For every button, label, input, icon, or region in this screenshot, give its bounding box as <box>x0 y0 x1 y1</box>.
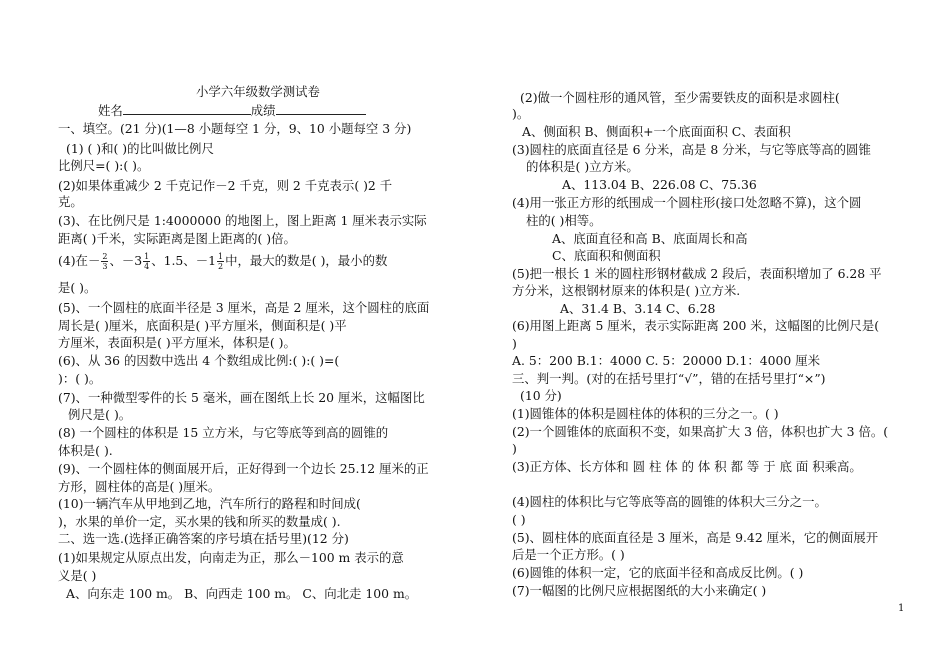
q9-line-b: 方形，圆柱体的高是( )厘米。 <box>58 479 221 494</box>
c5-line-b: 方分米，这根钢材原来的体积是( )立方米. <box>512 283 741 298</box>
section3-heading: 三、判一判。(对的在括号里打“√”，错的在括号里打“×”) <box>512 371 826 386</box>
q1-line-b: 比例尺=( ):( )。 <box>58 158 150 173</box>
q6-line-b: )：( )。 <box>58 371 102 386</box>
score-label: 成绩 <box>250 103 276 118</box>
j7-line: (7)一幅图的比例尺应根据图纸的大小来确定( ) <box>512 583 767 598</box>
fraction-denominator: 3 <box>102 262 108 271</box>
fraction-1-2 <box>217 252 224 271</box>
q4-prefix: (4)在－ <box>58 253 101 268</box>
name-label: 姓名 <box>98 103 123 118</box>
c1-line-a: (1)如果规定从原点出发，向南走为正，那么－100 m 表示的意 <box>58 550 404 565</box>
c5-options: A、31.4 B、3.14 C、6.28 <box>560 301 716 316</box>
q10-line-a: (10)一辆汽车从甲地到乙地，汽车所行的路程和时间成( <box>58 496 361 511</box>
q4-mid-1: 、－3 <box>109 253 143 268</box>
name-score-line <box>98 102 366 120</box>
q5-line-b: 周长是( )厘米，底面积是( )平方厘米，侧面积是( )平 <box>58 318 347 333</box>
j4-line-b: ( ) <box>512 512 526 527</box>
c3-line-b: 的体积是( )立方米。 <box>526 159 639 174</box>
q3-line-b: 距离( )千米，实际距离是图上距离的( )倍。 <box>58 231 296 246</box>
q9-line-a: (9)、一个圆柱体的侧面展开后，正好得到一个边长 25.12 厘米的正 <box>58 461 429 476</box>
j4-line-a: (4)圆柱的体积比与它等底等高的圆锥的体积大三分之一。 <box>512 494 827 509</box>
c1-options: A、向东走 100 m。 B、向西走 100 m。 C、向北走 100 m。 <box>66 586 418 601</box>
j6-line: (6)圆锥的体积一定，它的底面半径和高成反比例。( ) <box>512 565 804 580</box>
q2-line-a: (2)如果体重减少 2 千克记作－2 千克，则 2 千克表示( )2 千 <box>58 178 393 193</box>
q8-line-a: (8) 一个圆柱的体积是 15 立方米，与它等底等到高的圆锥的 <box>58 425 389 440</box>
q10-line-b: )，水果的单价一定，买水果的钱和所买的数量成( ). <box>58 514 341 529</box>
c1-line-b: 义是( ) <box>58 568 97 583</box>
q5-line-c: 方厘米，表面积是( )平方厘米，体积是( )。 <box>58 335 296 350</box>
q3-line-a: (3)、在比例尺是 1:4000000 的地图上，图上距离 1 厘米表示实际 <box>58 213 427 228</box>
q7-line-b: 例尺是( )。 <box>68 407 132 422</box>
q8-line-b: 体积是( ). <box>58 443 113 458</box>
c5-line-a: (5)把一根长 1 米的圆柱形钢材截成 2 段后，表面积增加了 6.28 平 <box>512 266 882 281</box>
j3-line: (3)正方体、长方体和 圆 柱 体 的 体 积 都 等 于 底 面 积乘高。 <box>512 459 862 474</box>
q1-line-a: (1) ( )和( )的比叫做比例尺 <box>66 141 214 156</box>
j2-line-a: (2)一个圆锥体的底面积不变，如果高扩大 3 倍，体积也扩大 3 倍。( <box>512 424 889 439</box>
c6-options: A. 5：200 B.1：4000 C. 5：20000 D.1：4000 厘米 <box>512 353 820 368</box>
q2-line-b: 克。 <box>58 194 83 209</box>
fraction-numerator: 1 <box>217 252 224 261</box>
c4-options-2: C、底面积和侧面积 <box>552 248 661 263</box>
score-blank[interactable] <box>276 102 366 115</box>
c4-line-a: (4)用一张正方形的纸围成一个圆柱形(接口处忽略不算)，这个圆 <box>512 195 862 210</box>
q7-line-a: (7)、一种微型零件的长 5 毫米，画在图纸上长 20 厘米，这幅图比 <box>58 390 425 405</box>
j1-line: (1)圆锥体的体积是圆柱体的体积的三分之一。( ) <box>512 406 779 421</box>
section1-heading: 一、填空。(21 分)(1—8 小题每空 1 分，9、10 小题每空 3 分) <box>58 121 412 136</box>
section3-score: (10 分) <box>520 388 562 403</box>
page-title: 小学六年级数学测试卷 <box>196 84 320 99</box>
c2-line-b: )。 <box>512 106 530 121</box>
c4-line-b: 柱的( )相等。 <box>526 213 602 228</box>
c6-line-a: (6)用图上距离 5 厘米，表示实际距离 200 米，这幅图的比例尺是( <box>512 318 880 333</box>
name-blank[interactable] <box>123 102 251 115</box>
c3-options: A、113.04 B、226.08 C、75.36 <box>562 177 757 192</box>
q5-line-a: (5)、一个圆柱的底面半径是 3 厘米，高是 2 厘米，这个圆柱的底面 <box>58 300 430 315</box>
fraction-1-4 <box>143 252 150 271</box>
c3-line-a: (3)圆柱的底面直径是 6 分米，高是 8 分米，与它等底等高的圆锥 <box>512 142 871 157</box>
c6-line-b: ) <box>512 336 517 351</box>
j5-line-b: 后是一个正方形。( ) <box>512 547 625 562</box>
q4-line-a <box>58 252 387 271</box>
section2-heading: 二、选一选.(选择正确答案的序号填在括号里)(12 分) <box>58 531 349 546</box>
fraction-denominator: 2 <box>217 262 224 271</box>
fraction-denominator: 4 <box>144 262 150 271</box>
q4-line-b: 是( )。 <box>58 280 97 295</box>
page-number: 1 <box>898 603 905 614</box>
c2-options: A、侧面积 B、侧面积+一个底面面积 C、表面积 <box>522 124 791 139</box>
q4-suffix: 中，最大的数是( )，最小的数 <box>225 253 388 268</box>
fraction-numerator: 2 <box>102 252 108 261</box>
j5-line-a: (5)、圆柱体的底面直径是 3 厘米，高是 9.42 厘米，它的侧面展开 <box>512 530 879 545</box>
q6-line-a: (6)、从 36 的因数中选出 4 个数组成比例:( ):( )=( <box>58 353 340 368</box>
fraction-2-3 <box>101 252 108 271</box>
c4-options-1: A、底面直径和高 B、底面周长和高 <box>552 231 748 246</box>
q4-mid-2: 、1.5、－1 <box>151 253 216 268</box>
fraction-numerator: 1 <box>144 252 150 261</box>
j2-line-b: ) <box>512 441 517 456</box>
c2-line-a: (2)做一个圆柱形的通风管，至少需要铁皮的面积是求圆柱( <box>520 90 840 105</box>
